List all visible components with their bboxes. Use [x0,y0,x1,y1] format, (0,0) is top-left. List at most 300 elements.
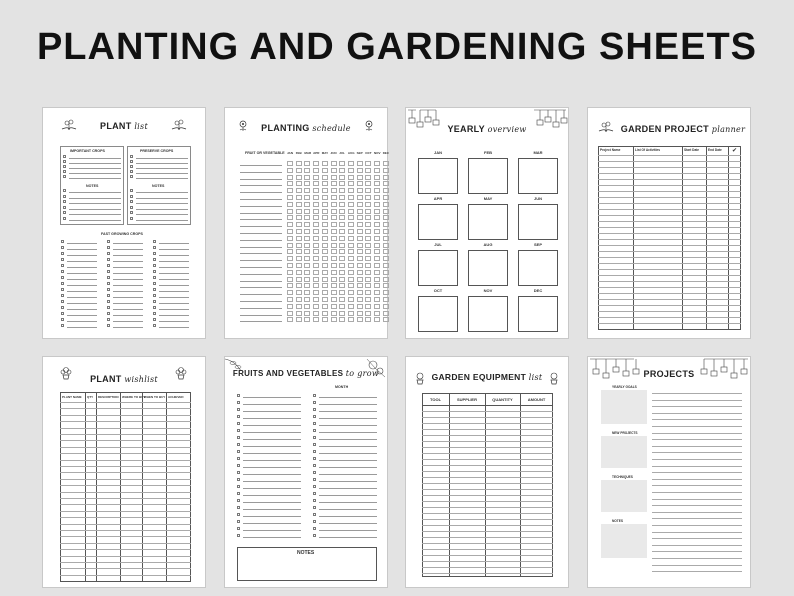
checkbox [63,155,66,158]
title-main: GARDEN PROJECT [620,124,709,134]
title-main: FRUITS AND VEGETABLES [232,369,344,378]
schedule-cell [304,181,310,186]
schedule-cell [296,175,302,180]
row-line [240,321,282,322]
table-row-line [598,215,741,216]
table-row-line [598,203,741,204]
schedule-cell [365,188,371,193]
list-line [67,243,97,244]
table-row-line [60,421,191,422]
table-row-line [598,251,741,252]
checkbox [237,471,240,474]
list-line [67,309,97,310]
schedule-cell [313,311,319,316]
schedule-cell [339,202,345,207]
schedule-cell [331,222,337,227]
table-row-line [598,245,741,246]
list-line [113,309,143,310]
schedule-cell [296,229,302,234]
schedule-cell [374,256,380,261]
list-line [319,397,377,398]
note-line [652,538,742,539]
schedule-cell [383,256,389,261]
list-line [243,460,301,461]
schedule-cell [331,229,337,234]
schedule-cell [348,161,354,166]
schedule-cell [348,195,354,200]
schedule-cell [313,249,319,254]
list-line [113,255,143,256]
schedule-cell [322,270,328,275]
checkbox [61,276,64,279]
note-line [652,439,742,440]
checkbox [107,318,110,321]
schedule-cell [348,243,354,248]
list-line [319,467,377,468]
schedule-cell [374,270,380,275]
schedule-cell [339,277,345,282]
schedule-cell [374,202,380,207]
schedule-cell [339,311,345,316]
schedule-cell [357,236,363,241]
garden-equipment-sheet [405,356,569,588]
important-crops-label: IMPORTANT CROPS [70,149,105,153]
list-line [113,303,143,304]
schedule-cell [313,283,319,288]
schedule-cell [339,215,345,220]
fruit-header: FRUIT OR VEGETABLE [245,151,285,155]
schedule-cell [383,317,389,322]
checkbox [107,294,110,297]
row-line [240,287,282,288]
column-header: WHERE TO BUY [122,395,146,399]
schedule-cell [357,168,363,173]
checkbox [237,394,240,397]
schedule-cell [296,290,302,295]
schedule-cell [322,304,328,309]
list-line [113,327,143,328]
schedule-cell [339,304,345,309]
table-row-line [60,498,191,499]
schedule-cell [322,175,328,180]
list-line [113,297,143,298]
schedule-cell [357,195,363,200]
schedule-cell [313,222,319,227]
table-row-line [598,293,741,294]
checkbox [237,492,240,495]
schedule-cell [339,188,345,193]
schedule-cell [322,249,328,254]
schedule-cell [296,215,302,220]
table-row-line [60,549,191,550]
schedule-cell [357,202,363,207]
table-row-line [422,555,553,556]
row-line [240,165,282,166]
schedule-cell [304,175,310,180]
table-row-line [598,209,741,210]
schedule-cell [304,256,310,261]
table-row-line [60,492,191,493]
schedule-cell [304,229,310,234]
schedule-cell [374,290,380,295]
schedule-cell [322,243,328,248]
table-row-line [598,161,741,162]
row-line [240,247,282,248]
plant-list-sheet [42,107,206,339]
sheet-title [602,124,764,134]
schedule-cell [322,290,328,295]
checkbox [237,485,240,488]
list-line [243,502,301,503]
checkbox [107,282,110,285]
list-line [243,432,301,433]
table-row-line [422,447,553,448]
schedule-cell [313,202,319,207]
row-line [240,308,282,309]
month-label: OCT [433,288,443,293]
list-line [69,173,121,174]
schedule-cell [374,168,380,173]
list-line [67,303,97,304]
schedule-cell [383,290,389,295]
list-line [69,192,121,193]
list-line [136,178,188,179]
schedule-cell [383,168,389,173]
schedule-cell [322,277,328,282]
schedule-cell [348,311,354,316]
table-row-line [60,511,191,512]
list-line [113,285,143,286]
checkbox [313,520,316,523]
table-row-line [598,287,741,288]
schedule-cell [313,317,319,322]
list-line [159,249,189,250]
list-line [69,209,121,210]
month-box [518,250,558,286]
note-line [652,452,742,453]
column-header: QTY [87,395,94,399]
schedule-cell [374,243,380,248]
checkbox [107,240,110,243]
fruits-vegetables-sheet [224,356,388,588]
list-line [319,495,377,496]
checkbox [313,401,316,404]
list-line [136,209,188,210]
list-line [319,411,377,412]
notes-label: NOTES [86,184,99,188]
table-row-line [60,517,191,518]
row-line [240,192,282,193]
note-line [652,505,742,506]
list-line [159,309,189,310]
schedule-cell [357,304,363,309]
month-header: SEP [356,151,363,155]
schedule-cell [313,297,319,302]
month-box [418,204,458,240]
projects-sheet [587,356,751,588]
list-line [69,163,121,164]
section-gray-box [601,436,647,468]
schedule-cell [304,277,310,282]
month-header: JAN [287,151,294,155]
note-line [652,446,742,447]
schedule-cell [374,175,380,180]
schedule-cell [365,209,371,214]
schedule-cell [313,290,319,295]
schedule-cell [383,215,389,220]
table-row-line [422,567,553,568]
flower-icon [361,118,377,132]
checkbox [237,464,240,467]
list-line [136,173,188,174]
schedule-cell [339,229,345,234]
row-line [240,172,282,173]
table-row-line [422,531,553,532]
list-line [159,279,189,280]
list-line [319,474,377,475]
sheet-title [406,124,568,134]
schedule-cell [357,222,363,227]
schedule-cell [313,168,319,173]
column-header: ACHIEVED [168,395,184,399]
schedule-cell [339,209,345,214]
schedule-cell [348,249,354,254]
schedule-cell [304,317,310,322]
month-box [418,250,458,286]
schedule-cell [322,168,328,173]
checkbox [63,195,66,198]
list-line [67,285,97,286]
schedule-cell [374,283,380,288]
note-line [652,499,742,500]
table-row-line [598,179,741,180]
schedule-cell [331,188,337,193]
table-row-line [60,536,191,537]
fast-growing-label: FAST GROWING CROPS [101,232,143,236]
schedule-cell [357,311,363,316]
schedule-cell [383,181,389,186]
table-row-line [422,561,553,562]
schedule-cell [331,195,337,200]
preserve-crops-label: PRESERVE CROPS [140,149,174,153]
schedule-cell [339,161,345,166]
schedule-cell [365,202,371,207]
list-line [67,261,97,262]
checkbox [153,258,156,261]
yearly-overview-sheet [405,107,569,339]
column-header: Project Name [600,148,621,152]
schedule-cell [322,202,328,207]
schedule-cell [304,249,310,254]
checkbox [237,499,240,502]
checkbox [313,513,316,516]
flower-icon [235,118,251,132]
schedule-cell [287,229,293,234]
row-line [240,267,282,268]
table-row-line [598,275,741,276]
schedule-cell [339,175,345,180]
schedule-cell [339,283,345,288]
month-label: SEP [533,242,542,247]
schedule-cell [331,175,337,180]
row-line [240,281,282,282]
checkbox [313,408,316,411]
schedule-cell [287,283,293,288]
schedule-cell [339,222,345,227]
schedule-cell [304,236,310,241]
title-script: to grow [345,369,380,378]
schedule-cell [313,209,319,214]
month-header: AUG [347,151,355,155]
table-row-line [598,311,741,312]
schedule-cell [339,236,345,241]
schedule-cell [348,168,354,173]
month-box [518,296,558,332]
schedule-cell [313,263,319,268]
checkbox [107,264,110,267]
row-line [240,294,282,295]
schedule-cell [383,283,389,288]
list-line [243,411,301,412]
list-line [69,214,121,215]
table-row-line [60,408,191,409]
month-label: MONTH [335,385,349,389]
schedule-cell [339,317,345,322]
schedule-cell [374,229,380,234]
title-main: PLANTING [261,123,310,133]
schedule-cell [357,229,363,234]
list-line [69,168,121,169]
checkbox [107,324,110,327]
checkbox [153,282,156,285]
title-script: schedule [312,124,351,133]
schedule-cell [313,181,319,186]
schedule-cell [383,195,389,200]
schedule-cell [374,161,380,166]
month-header: APR [313,151,320,155]
table-row-line [60,485,191,486]
schedule-cell [374,188,380,193]
list-line [243,453,301,454]
table-row-line [60,479,191,480]
list-line [159,267,189,268]
schedule-cell [331,181,337,186]
table-row-line [422,537,553,538]
checkbox [237,415,240,418]
note-line [652,419,742,420]
schedule-cell [304,195,310,200]
schedule-cell [383,249,389,254]
schedule-cell [331,161,337,166]
note-line [652,571,742,572]
checkbox [61,312,64,315]
schedule-cell [365,175,371,180]
schedule-cell [322,215,328,220]
list-line [243,530,301,531]
checkbox [107,270,110,273]
schedule-cell [339,249,345,254]
checkbox [153,306,156,309]
list-line [159,297,189,298]
row-line [240,315,282,316]
schedule-cell [374,222,380,227]
column-header: Start Date [684,148,700,152]
list-line [67,267,97,268]
table-row-line [60,402,191,403]
table-row-line [598,227,741,228]
schedule-cell [304,270,310,275]
schedule-cell [348,317,354,322]
table-row-line [60,440,191,441]
schedule-cell [348,188,354,193]
schedule-cell [331,277,337,282]
table-row-line [422,453,553,454]
month-box [518,158,558,194]
schedule-cell [331,202,337,207]
schedule-cell [348,209,354,214]
row-line [240,206,282,207]
note-line [652,492,742,493]
row-line [240,199,282,200]
checkbox [153,240,156,243]
checkbox [237,527,240,530]
table-row-line [598,305,741,306]
schedule-cell [296,311,302,316]
row-line [240,179,282,180]
table-row-line [60,466,191,467]
schedule-cell [313,270,319,275]
checkbox [313,429,316,432]
table-row-line [422,525,553,526]
schedule-cell [287,270,293,275]
checkbox [153,270,156,273]
schedule-cell [365,181,371,186]
schedule-cell [287,209,293,214]
checkbox [237,534,240,537]
list-line [67,279,97,280]
column-header: PLANT NAME [62,395,82,399]
notes-label: NOTES [152,184,165,188]
schedule-cell [313,175,319,180]
checkbox [237,443,240,446]
schedule-cell [365,249,371,254]
checkbox [61,246,64,249]
schedule-cell [365,215,371,220]
list-line [159,273,189,274]
schedule-cell [304,243,310,248]
list-line [243,439,301,440]
month-header: JUL [339,151,345,155]
month-box [468,204,508,240]
schedule-cell [365,195,371,200]
schedule-cell [357,161,363,166]
checkbox [313,457,316,460]
schedule-cell [348,277,354,282]
column-header: AMOUNT [527,397,546,402]
row-line [240,274,282,275]
note-line [652,472,742,473]
table-row-line [422,471,553,472]
table-row-line [422,483,553,484]
month-label: NOV [483,288,493,293]
list-line [319,404,377,405]
schedule-cell [383,209,389,214]
checkbox [61,318,64,321]
schedule-cell [365,304,371,309]
table-row-line [422,573,553,574]
schedule-cell [296,222,302,227]
column-header: SUPPLIER [456,397,477,402]
